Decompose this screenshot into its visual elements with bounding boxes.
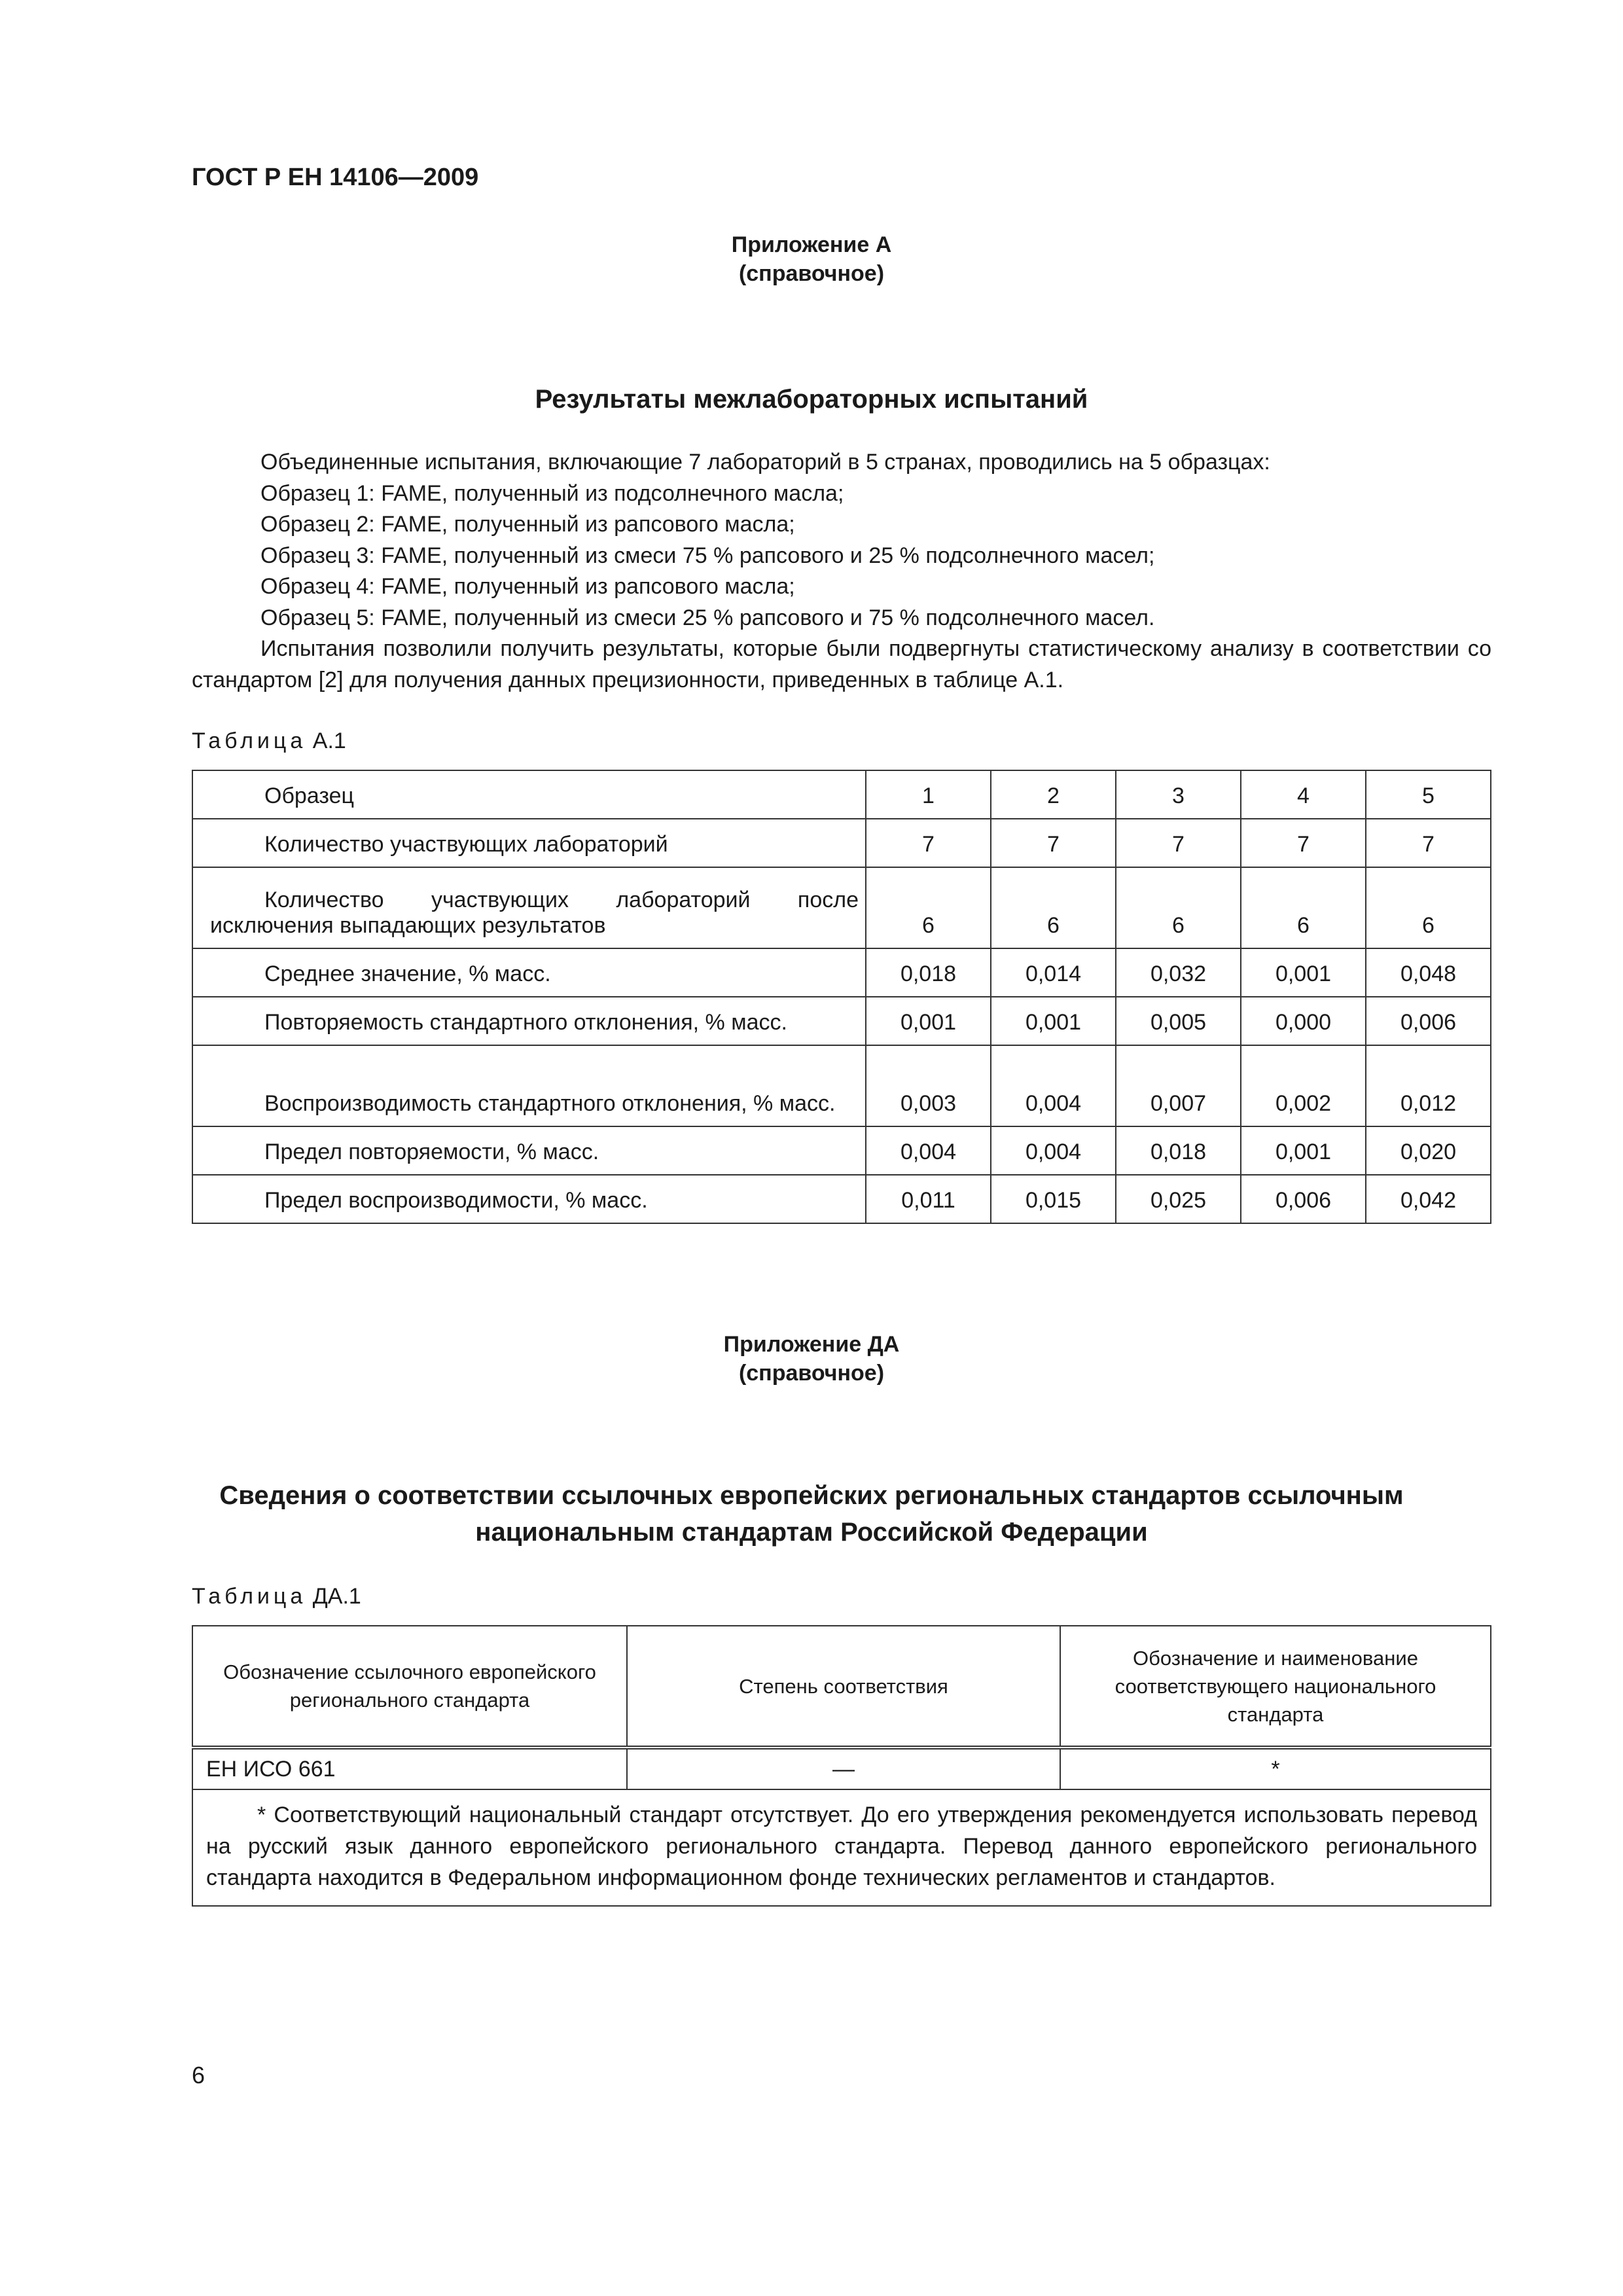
cell-value: 3 [1116, 770, 1241, 819]
table-caption-number: А.1 [312, 728, 346, 753]
row-label: Предел повторяемости, % масс. [192, 1126, 866, 1175]
row-label: Предел воспроизводимости, % масс. [192, 1175, 866, 1223]
cell-value: 7 [1116, 819, 1241, 867]
cell-value: 0,003 [866, 1045, 991, 1126]
cell-value: 0,015 [991, 1175, 1116, 1223]
cell-value: 0,018 [1116, 1126, 1241, 1175]
sample-line: Образец 1: FAME, полученный из подсолнечного масла; [260, 480, 844, 506]
cell-value: 7 [1366, 819, 1491, 867]
cell-value: 7 [991, 819, 1116, 867]
page-number: 6 [192, 2062, 205, 2089]
footnote-text: * Соответствующий национальный стандарт отсутствует. До его утверждения рекомендуется использовать перевод на русский язык данного европейского регионального стандарта. Перевод данного европейского регионального стандарта находится в Федеральном информационном фонде технических регламентов и стандартов. [206, 1803, 1477, 1890]
table-row [192, 948, 1491, 997]
table-header-row [192, 1626, 1491, 1748]
table-row [192, 1126, 1491, 1175]
results-paragraph: Испытания позволили получить результаты, которые были подвергнуты статистическому анализу в соответствии со стандартом [2] для получения данных прецизионности, приведенных в таблице А.1. [192, 636, 1491, 692]
table-a1-caption [192, 728, 346, 754]
cell-value: 0,001 [991, 997, 1116, 1045]
row-label: Повторяемость стандартного отклонения, % масс. [192, 997, 866, 1045]
cell-value: 6 [991, 867, 1116, 948]
table-footnote [192, 1789, 1491, 1906]
cell-value: 0,007 [1116, 1045, 1241, 1126]
cell-value: 6 [1366, 867, 1491, 948]
cell-value: 0,001 [1241, 948, 1366, 997]
cell-value: 0,020 [1366, 1126, 1491, 1175]
cell-value: 6 [866, 867, 991, 948]
table-caption-word: Таблица [192, 728, 307, 753]
cell-value: 0,014 [991, 948, 1116, 997]
sample-line: Образец 4: FAME, полученный из рапсового масла; [260, 574, 795, 599]
cell-value: 0,042 [1366, 1175, 1491, 1223]
table-row [192, 867, 1491, 948]
standards-correspondence-table [192, 1625, 1491, 1907]
appendix-a-section-title: Результаты межлабораторных испытаний [535, 385, 1088, 414]
cell-value: 5 [1366, 770, 1491, 819]
cell-value: 7 [1241, 819, 1366, 867]
cell-value: 0,005 [1116, 997, 1241, 1045]
table-note-row [192, 1789, 1491, 1906]
cell-value: 0,001 [1241, 1126, 1366, 1175]
row-label: Образец [192, 770, 866, 819]
cell-value: 4 [1241, 770, 1366, 819]
row-label: Среднее значение, % масс. [192, 948, 866, 997]
table-row [192, 770, 1491, 819]
cell-value: 0,025 [1116, 1175, 1241, 1223]
column-header-european-standard: Обозначение ссылочного европейского регионального стандарта [192, 1626, 627, 1748]
document-code: ГОСТ Р ЕН 14106—2009 [192, 164, 479, 191]
cell-value: 6 [1241, 867, 1366, 948]
cell-value: 0,000 [1241, 997, 1366, 1045]
table-da1-caption [192, 1584, 361, 1609]
cell-value: 0,012 [1366, 1045, 1491, 1126]
national-standard-value: * [1060, 1748, 1491, 1789]
table-caption-word: Таблица [192, 1584, 307, 1609]
degree-value: — [627, 1748, 1060, 1789]
table-row [192, 1748, 1491, 1789]
cell-value: 0,018 [866, 948, 991, 997]
appendix-da-title: Приложение ДА [723, 1332, 900, 1357]
table-caption-number: ДА.1 [312, 1584, 361, 1609]
table-row [192, 1175, 1491, 1223]
appendix-a-body [192, 447, 1491, 696]
intro-paragraph: Объединенные испытания, включающие 7 лабораторий в 5 странах, проводились на 5 образцах: [260, 450, 1270, 475]
sample-line: Образец 5: FAME, полученный из смеси 25 % рапсового и 75 % подсолнечного масел. [260, 605, 1155, 630]
cell-value: 0,048 [1366, 948, 1491, 997]
cell-value: 0,001 [866, 997, 991, 1045]
appendix-a-status: (справочное) [738, 261, 885, 286]
cell-value: 0,002 [1241, 1045, 1366, 1126]
precision-table [192, 770, 1491, 1224]
column-header-degree: Степень соответствия [627, 1626, 1060, 1748]
cell-value: 2 [991, 770, 1116, 819]
cell-value: 6 [1116, 867, 1241, 948]
table-row [192, 819, 1491, 867]
row-label: Воспроизводимость стандартного отклонения, % масс. [192, 1045, 866, 1126]
sample-line: Образец 3: FAME, полученный из смеси 75 % рапсового и 25 % подсолнечного масел; [260, 543, 1155, 568]
row-label: Количество участвующих лабораторий после исключения выпадающих результатов [192, 867, 866, 948]
appendix-da-status: (справочное) [738, 1361, 885, 1386]
appendix-a-title: Приложение А [731, 232, 892, 257]
appendix-da-section-title-line2: национальным стандартам Российской Федерации [475, 1518, 1148, 1547]
row-label: Количество участвующих лабораторий [192, 819, 866, 867]
cell-value: 1 [866, 770, 991, 819]
european-standard-code: ЕН ИСО 661 [192, 1748, 627, 1789]
column-header-national-standard: Обозначение и наименование соответствующего национального стандарта [1060, 1626, 1491, 1748]
cell-value: 0,032 [1116, 948, 1241, 997]
cell-value: 0,004 [991, 1045, 1116, 1126]
sample-line: Образец 2: FAME, полученный из рапсового масла; [260, 512, 795, 537]
appendix-da-section-title-line1: Сведения о соответствии ссылочных европейских региональных стандартов ссылочным [219, 1481, 1404, 1510]
cell-value: 0,011 [866, 1175, 991, 1223]
table-row [192, 997, 1491, 1045]
cell-value: 0,006 [1366, 997, 1491, 1045]
table-row [192, 1045, 1491, 1126]
cell-value: 0,006 [1241, 1175, 1366, 1223]
cell-value: 7 [866, 819, 991, 867]
cell-value: 0,004 [991, 1126, 1116, 1175]
cell-value: 0,004 [866, 1126, 991, 1175]
